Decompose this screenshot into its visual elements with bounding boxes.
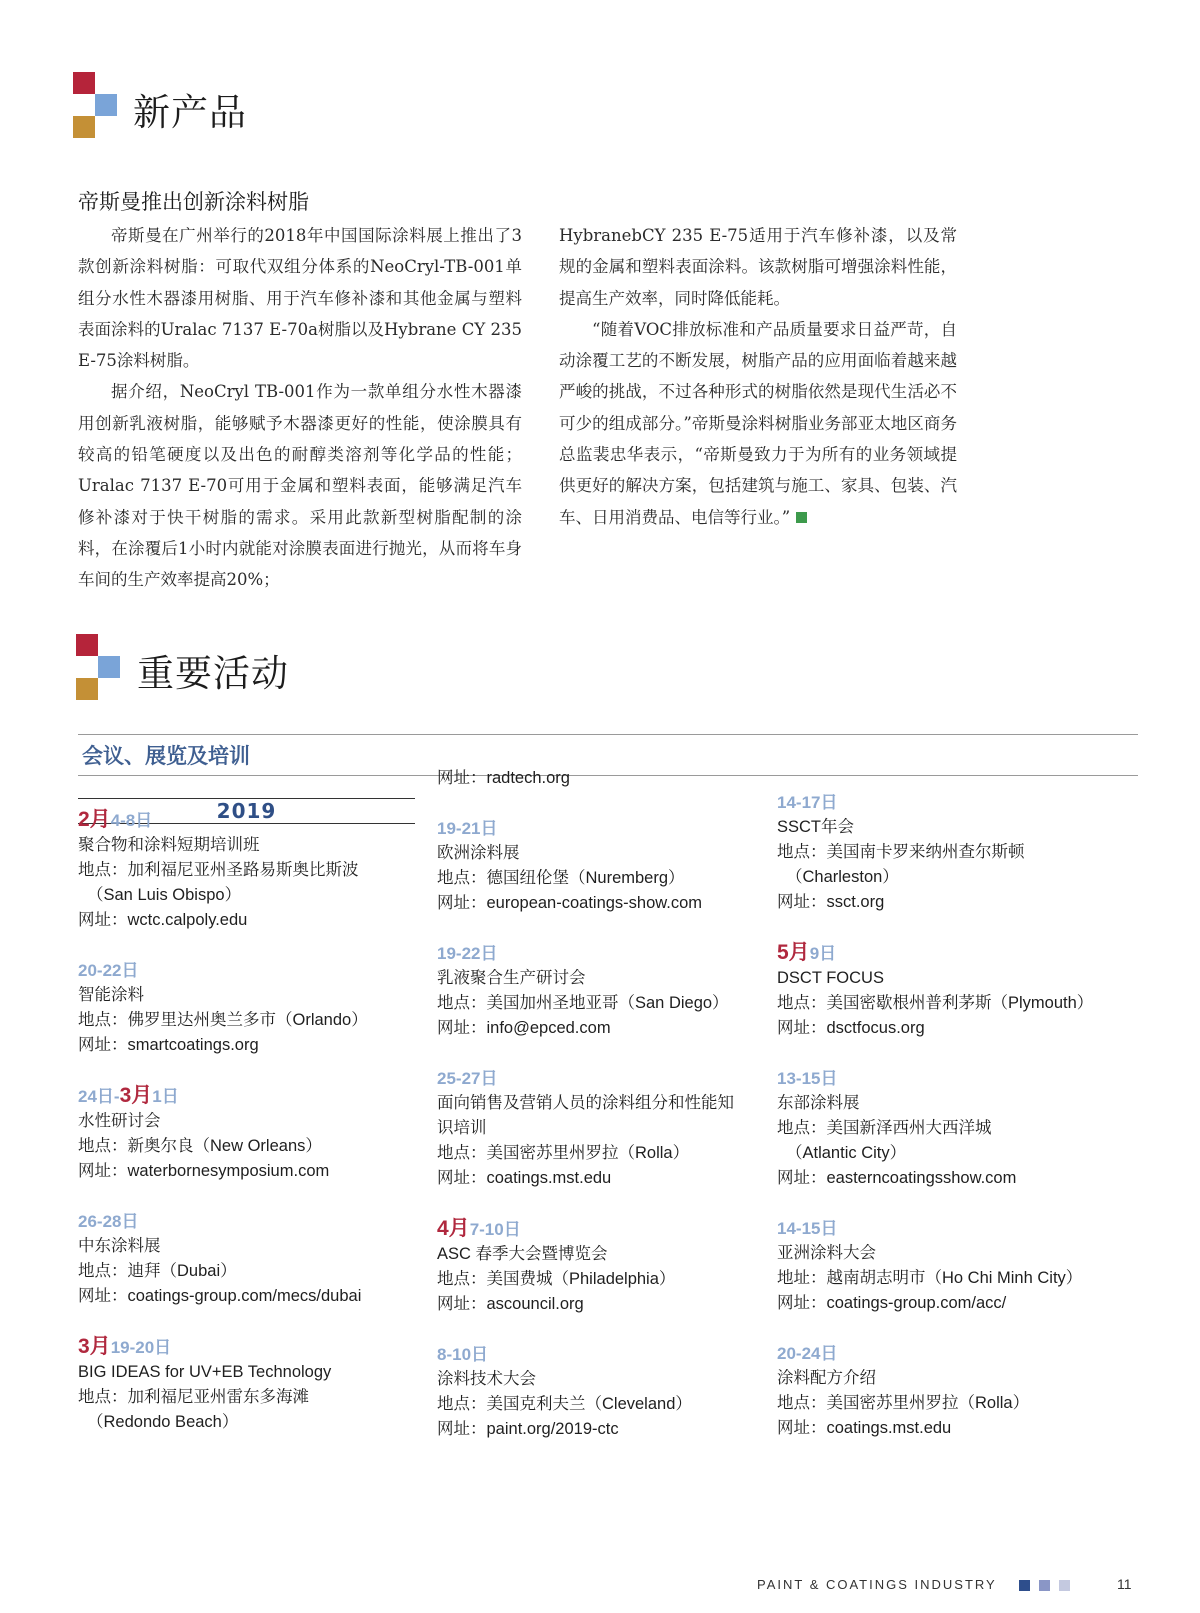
article-paragraph-text: “随着VOC排放标准和产品质量要求日益严苛，自动涂覆工艺的不断发展，树脂产品的应用面临着越来越严峻的挑战，不过各种形式的树脂依然是现代生活必不可少的组成部分。”帝斯曼涂料树脂业务部亚太地区商务总监裴忠华表示，“帝斯曼致力于为所有的业务领域提供更好的解决方案，包括建筑与施工、家具、包装、汽车、日用消费品、电信等行业。” [559,319,957,527]
event-entry [777,940,1137,1041]
event-name: 面向销售及营销人员的涂料组分和性能知 [437,1094,734,1112]
event-date: 20-22日 [78,961,139,980]
article-title: 帝斯曼推出创新涂料树脂 [78,190,309,214]
event-website: 网址：european-coatings-show.com [437,894,703,912]
event-website: 网址：dsctfocus.org [777,1019,925,1037]
event-website: 网址：radtech.org [437,769,570,787]
event-name: 水性研讨会 [78,1112,161,1130]
event-website: 网址：coatings-group.com/mecs/dubai [78,1287,362,1305]
event-website: 网址：smartcoatings.org [78,1036,259,1054]
event-location: 地点：德国纽伦堡（Nuremberg） [437,869,685,887]
event-location: 地点：美国新泽西州大西洋城 [777,1119,992,1137]
event-date: 2月4-8日 [78,808,153,831]
event-name: 智能涂料 [78,986,144,1004]
event-name: 亚洲涂料大会 [777,1244,876,1262]
event-location: 地点：新奥尔良（New Orleans） [78,1137,322,1155]
event-name: DSCT FOCUS [777,969,884,987]
event-name-cont: 识培训 [437,1119,487,1137]
footer-publication: PAINT & COATINGS INDUSTRY [757,1577,997,1592]
article-paragraph: 帝斯曼在广州举行的2018年中国国际涂料展上推出了3款创新涂料树脂：可取代双组分体系的NeoCryl-TB-001单组分水性木器漆用树脂、用于汽车修补漆和其他金属与塑料表面涂料的Uralac 7137 E-70a树脂以及Hybrane CY 235 E-75涂料树脂。 [78,226,522,371]
event-date: 24日-3月1日 [78,1084,179,1107]
event-entry [437,1066,757,1191]
article-paragraph-last [559,314,957,533]
event-website: 网址：coatings-group.com/acc/ [777,1294,1007,1312]
event-date: 25-27日 [437,1069,498,1088]
event-name: ASC 春季大会暨博览会 [437,1245,608,1263]
event-website: 网址：info@epced.com [437,1019,611,1037]
event-website: 网址：ssct.org [777,893,885,911]
event-location: 地点：迪拜（Dubai） [78,1262,237,1280]
event-location: 地点：加利福尼亚州圣路易斯奥比斯波 [78,861,359,879]
end-square-icon [796,512,807,523]
event-name: 聚合物和涂料短期培训班 [78,836,260,854]
event-website: 网址：coatings.mst.edu [437,1169,612,1187]
event-location-cont: （Atlantic City） [786,1144,907,1162]
event-name: 乳液聚合生产研讨会 [437,969,586,987]
event-website: 网址：waterbornesymposium.com [78,1162,330,1180]
page-number: 11 [1117,1576,1132,1592]
events-subheader: 会议、展览及培训 [82,744,250,768]
event-entry [78,958,415,1058]
event-entry-continued [437,766,757,791]
event-date: 26-28日 [78,1212,139,1231]
event-date: 3月19-20日 [78,1335,172,1358]
section-icon-events [76,634,124,698]
year-label: 2019 [216,799,277,823]
event-location: 地点：美国费城（Philadelphia） [437,1270,676,1288]
event-name: 涂料配方介绍 [777,1369,876,1387]
event-location: 地点：美国密歇根州普利茅斯（Plymouth） [777,994,1094,1012]
event-website: 网址：ascouncil.org [437,1295,584,1313]
article-paragraph: HybranebCY 235 E-75适用于汽车修补漆，以及常规的金属和塑料表面涂料。该款树脂可增强涂料性能，提高生产效率，同时降低能耗。 [559,226,957,308]
event-date: 14-15日 [777,1219,838,1238]
section-icon-new-products [73,72,121,136]
event-name: 涂料技术大会 [437,1370,536,1388]
event-date: 5月9日 [777,941,837,964]
events-column-3 [777,790,1137,1466]
event-location: 地点：美国加州圣地亚哥（San Diego） [437,994,729,1012]
section-title-new-products: 新产品 [133,91,247,134]
event-location-cont: （San Luis Obispo） [87,886,242,904]
event-date: 13-15日 [777,1069,838,1088]
footer-square-icon [1039,1580,1050,1591]
event-entry [437,1216,757,1317]
section-title-events: 重要活动 [137,652,289,695]
article-paragraph: 据介绍，NeoCryl TB-001作为一款单组分水性木器漆用创新乳液树脂，能够赋予木器漆更好的性能，使涂膜具有较高的铅笔硬度以及出色的耐醇类溶剂等化学品的性能；Uralac 7137 E-70可用于金属和塑料表面，能够满足汽车修补漆对于快干树脂的需求。采用此款新型树脂配制的涂料，在涂覆后1小时内就能对涂膜表面进行抛光，从而将车身车间的生产效率提高20%； [78,382,522,590]
footer-square-icon [1059,1580,1070,1591]
event-website: 网址：easterncoatingsshow.com [777,1169,1017,1187]
event-location: 地点：美国克利夫兰（Cleveland） [437,1395,692,1413]
event-name: 东部涂料展 [777,1094,860,1112]
event-name: BIG IDEAS for UV+EB Technology [78,1363,332,1381]
event-name: 欧洲涂料展 [437,844,520,862]
event-entry [78,807,415,933]
events-column-1 [78,807,415,1460]
event-entry [78,1334,415,1435]
event-entry [777,1216,1137,1316]
event-name: SSCT年会 [777,818,855,836]
event-name: 中东涂料展 [78,1237,161,1255]
event-date: 14-17日 [777,793,838,812]
event-location-cont: （Redondo Beach） [87,1413,239,1431]
event-location: 地点：加利福尼亚州雷东多海滩 [78,1388,309,1406]
article-column-left [78,220,522,596]
event-location: 地址：越南胡志明市（Ho Chi Minh City） [777,1269,1083,1287]
event-entry [777,1341,1137,1441]
event-location: 地点：美国南卡罗来纳州查尔斯顿 [777,843,1025,861]
event-date: 4月7-10日 [437,1217,521,1240]
event-entry [78,1083,415,1184]
event-entry [437,941,757,1041]
event-location: 地点：美国密苏里州罗拉（Rolla） [437,1144,690,1162]
event-location: 地点：佛罗里达州奥兰多市（Orlando） [78,1011,368,1029]
event-date: 19-21日 [437,819,498,838]
article-column-right [559,220,957,533]
event-date: 19-22日 [437,944,498,963]
footer-square-icon [1019,1580,1030,1591]
event-location: 地点：美国密苏里州罗拉（Rolla） [777,1394,1030,1412]
event-date: 20-24日 [777,1344,838,1363]
event-entry [777,1066,1137,1191]
event-entry [437,816,757,916]
event-entry [437,1342,757,1442]
event-website: 网址：coatings.mst.edu [777,1419,952,1437]
event-date: 8-10日 [437,1345,489,1364]
event-location-cont: （Charleston） [786,868,899,886]
event-entry [78,1209,415,1309]
event-website: 网址：wctc.calpoly.edu [78,911,248,929]
events-column-2 [437,766,757,1467]
event-entry [777,790,1137,915]
event-website: 网址：paint.org/2019-ctc [437,1420,619,1438]
